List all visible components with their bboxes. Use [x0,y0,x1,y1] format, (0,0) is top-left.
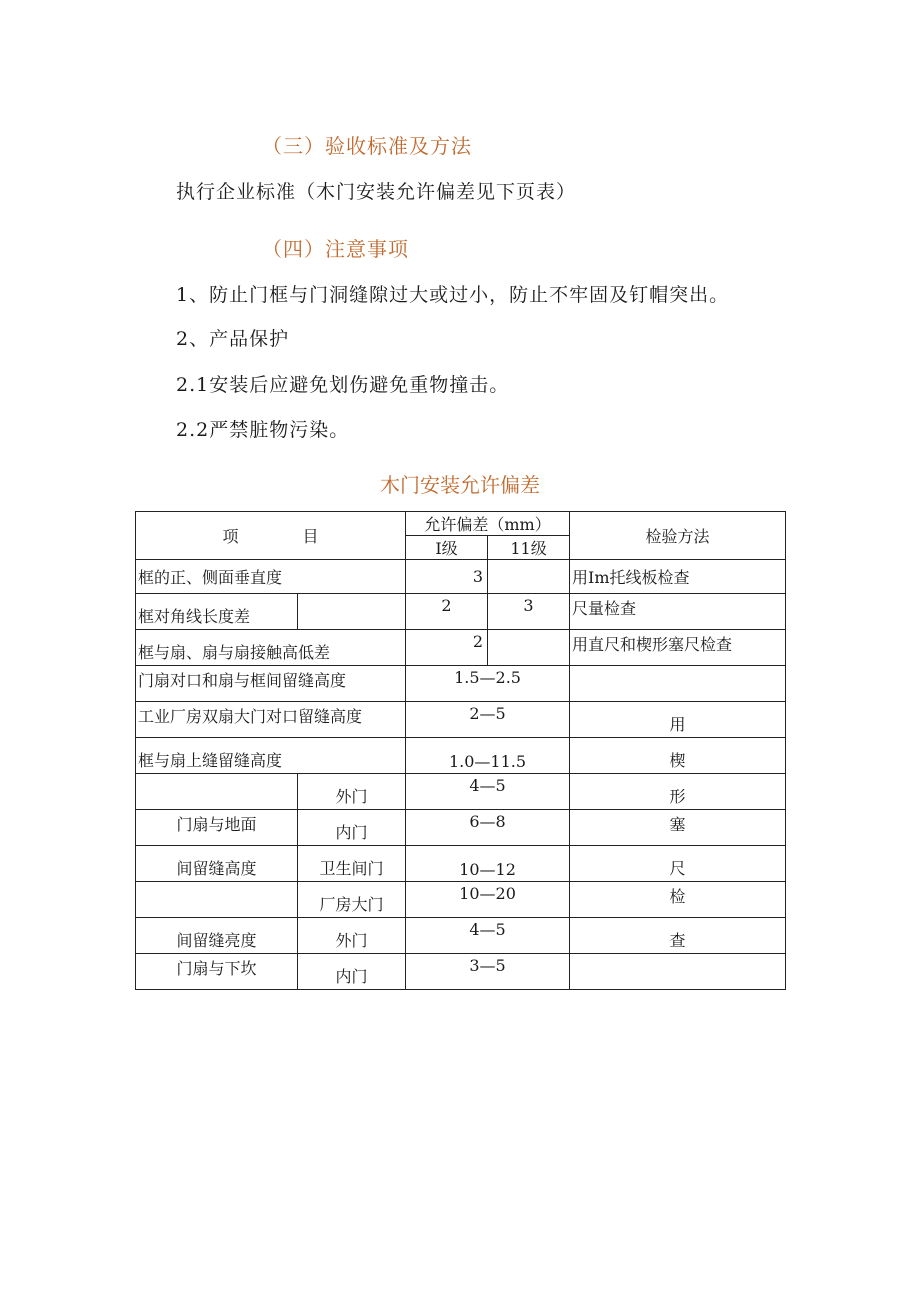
table-caption: 木门安装允许偏差 [380,473,540,497]
table-row [136,666,786,702]
section-3-text: 执行企业标准（木门安装允许偏差见下页表） [176,181,577,203]
table-row [136,594,786,630]
table-row [136,774,786,810]
table-row [136,810,786,846]
table-row [136,882,786,918]
gap-sub-label: 卫生间门 [298,846,406,882]
section-4-heading: （四）注意事项 [262,237,409,261]
table-row [136,738,786,774]
row-empty-cell [298,594,406,630]
gap-tolerance: 4—5 [406,774,570,810]
header-grade-2: 11级 [488,536,570,560]
gap-label: 间留缝亮度 [136,918,298,954]
note-2-1: 2.1安装后应避免划伤避免重物撞击。 [176,374,510,396]
method-char: 形 [570,774,786,810]
tolerance-table [135,511,786,990]
gap-label-empty [136,774,298,810]
gap-sub-label: 外门 [298,774,406,810]
section-3-heading: （三）验收标准及方法 [262,134,472,158]
row-grade-2 [488,560,570,594]
header-method: 检验方法 [570,512,786,560]
table-row [136,702,786,738]
header-item: 项 目 [136,512,406,560]
gap-tolerance: 6—8 [406,810,570,846]
method-char: 塞 [570,810,786,846]
method-char: 检 [570,882,786,918]
row-tolerance: 2—5 [406,702,570,738]
gap-sub-label: 内门 [298,810,406,846]
row-grade-2: 3 [488,594,570,630]
row-item: 框对角线长度差 [136,594,298,630]
table-row [136,918,786,954]
method-char: 尺 [570,846,786,882]
row-tolerance: 1.5—2.5 [406,666,570,702]
row-method: 用Im托线板检查 [570,560,786,594]
gap-tolerance: 3—5 [406,954,570,990]
gap-label: 门扇与地面 [136,810,298,846]
header-grade-1: I级 [406,536,488,560]
row-method: 尺量检查 [570,594,786,630]
table-row [136,560,786,594]
table-row [136,954,786,990]
gap-sub-label: 内门 [298,954,406,990]
header-tolerance: 允许偏差（mm） [406,512,570,536]
method-char: 楔 [570,738,786,774]
row-tolerance: 1.0—11.5 [406,738,570,774]
gap-label: 门扇与下坎 [136,954,298,990]
row-item: 框的正、侧面垂直度 [136,560,406,594]
table-row [136,630,786,666]
table-header-row [136,512,786,536]
row-grade-2 [488,630,570,666]
row-item: 门扇对口和扇与框间留缝高度 [136,666,406,702]
gap-sub-label: 外门 [298,918,406,954]
gap-sub-label: 厂房大门 [298,882,406,918]
row-item: 工业厂房双扇大门对口留缝高度 [136,702,406,738]
method-char: 查 [570,918,786,954]
row-method-empty [570,954,786,990]
row-grade-1: 2 [406,630,488,666]
note-2: 2、产品保护 [176,328,290,350]
row-method: 用直尺和楔形塞尺检查 [570,630,786,666]
row-item: 框与扇上缝留缝高度 [136,738,406,774]
note-2-2: 2.2严禁脏物污染。 [176,419,350,441]
row-grade-1: 2 [406,594,488,630]
table-row [136,846,786,882]
gap-tolerance: 4—5 [406,918,570,954]
method-char: 用 [570,702,786,738]
gap-tolerance: 10—20 [406,882,570,918]
note-1: 1、防止门框与门洞缝隙过大或过小，防止不牢固及钉帽突出。 [176,284,730,306]
gap-label: 间留缝高度 [136,846,298,882]
gap-label-empty [136,882,298,918]
gap-tolerance: 10—12 [406,846,570,882]
row-grade-1: 3 [406,560,488,594]
row-method-empty [570,666,786,702]
row-item: 框与扇、扇与扇接触高低差 [136,630,406,666]
